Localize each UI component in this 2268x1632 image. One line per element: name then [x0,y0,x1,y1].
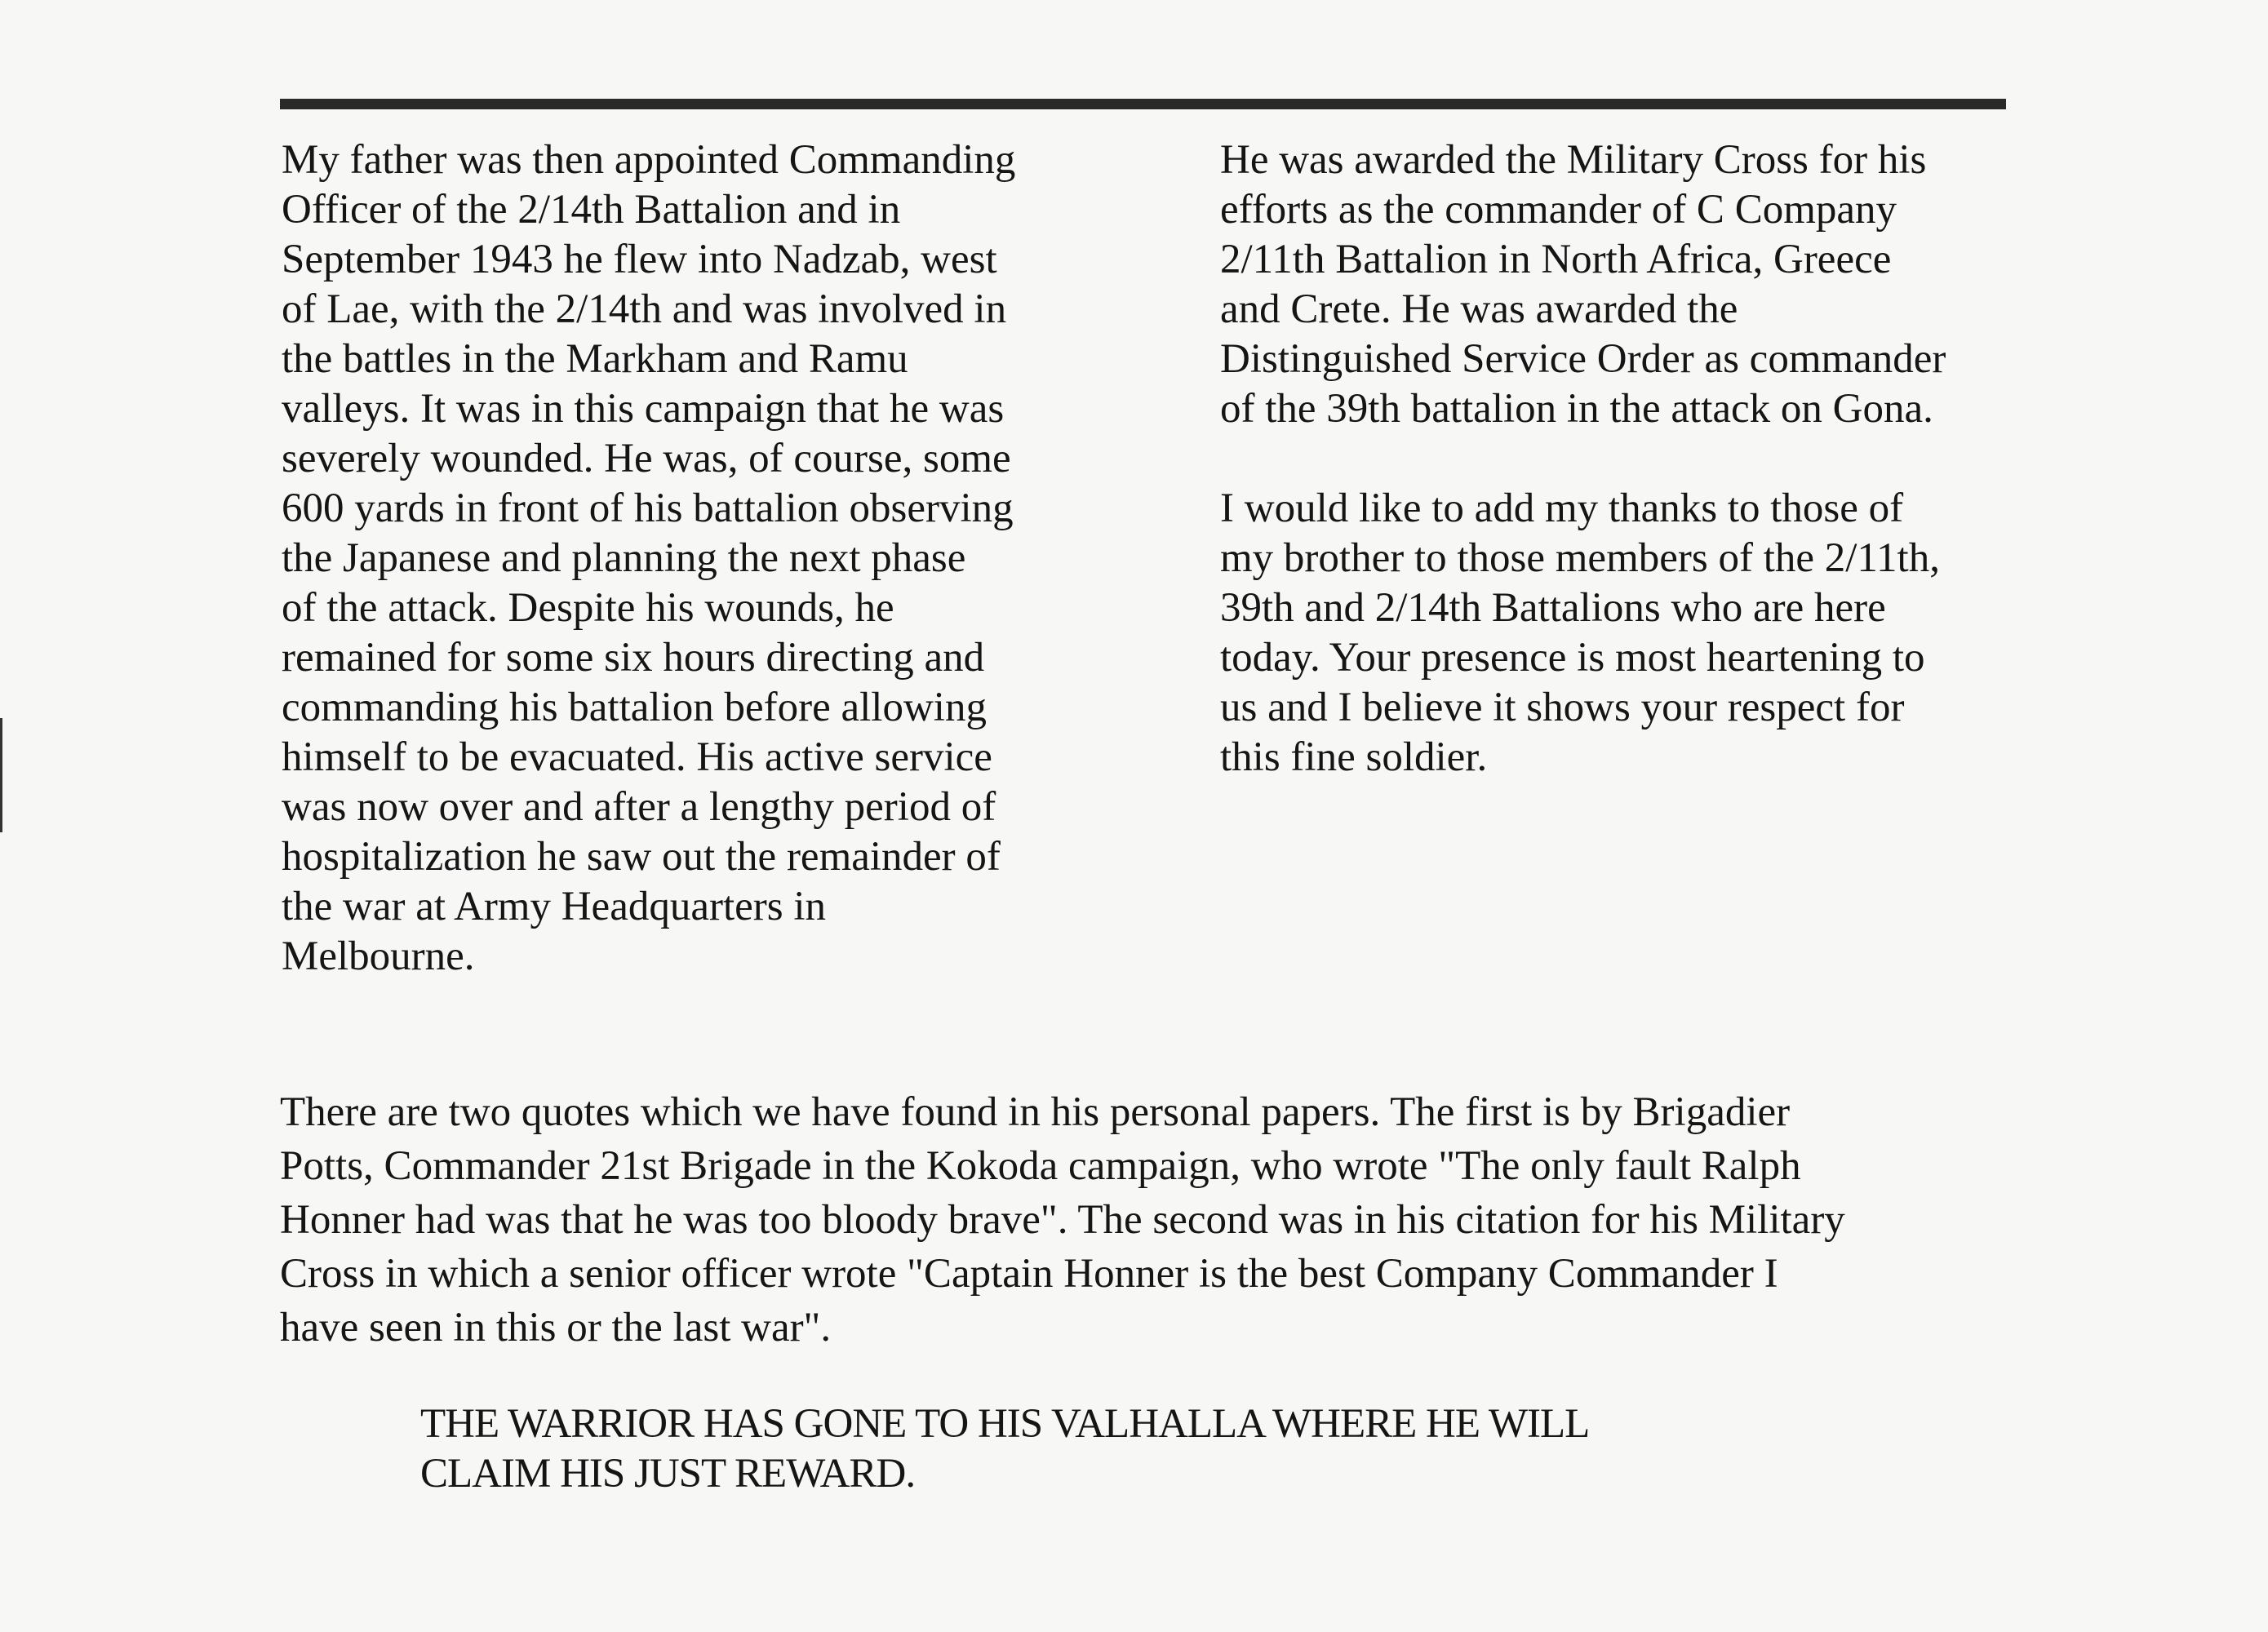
text-line: himself to be evacuated. His active service [282,734,992,780]
text-line: remained for some six hours directing and [282,635,985,681]
text-line: severely wounded. He was, of course, some [282,436,1011,481]
text-line: Cross in which a senior officer wrote "Captain Honner is the best Company Commander I [280,1251,1778,1297]
text-line: us and I believe it shows your respect for [1220,685,1905,730]
text-line: of Lae, with the 2/14th and was involved in [282,286,1007,332]
text-line: have seen in this or the last war". [280,1305,832,1350]
text-line: was now over and after a lengthy period of [282,784,996,830]
text-line: of the 39th battalion in the attack on Gona. [1220,386,1933,432]
text-line: the Japanese and planning the next phase [282,535,966,581]
left-column [282,135,1163,982]
text-line: 39th and 2/14th Battalions who are here [1220,585,1886,631]
scan-edge-mark [0,718,2,832]
paragraph-gap [1220,434,2102,484]
text-line: the battles in the Markham and Ramu [282,336,908,382]
quotes-paragraph [280,1085,2075,1355]
text-line: Potts, Commander 21st Brigade in the Kokoda campaign, who wrote "The only fault Ralph [280,1143,1801,1189]
closing-statement [420,1399,2053,1499]
text-line: THE WARRIOR HAS GONE TO HIS VALHALLA WHERE HE WILL [420,1401,1590,1447]
text-line: commanding his battalion before allowing [282,685,987,730]
text-line: today. Your presence is most heartening to [1220,635,1925,681]
text-line: my brother to those members of the 2/11th, [1220,535,1940,581]
text-line: Officer of the 2/14th Battalion and in [282,187,901,233]
text-line: of the attack. Despite his wounds, he [282,585,894,631]
text-line: 600 yards in front of his battalion observing [282,486,1014,531]
text-line: efforts as the commander of C Company [1220,187,1897,233]
text-line: September 1943 he flew into Nadzab, west [282,237,997,282]
text-line: There are two quotes which we have found in his personal papers. The first is by Brigadier [280,1089,1791,1135]
text-line: the war at Army Headquarters in [282,884,827,929]
right-column [1220,135,2102,783]
text-line: this fine soldier. [1220,734,1488,780]
text-line: 2/11th Battalion in North Africa, Greece [1220,237,1892,282]
text-line: and Crete. He was awarded the [1220,286,1738,332]
text-line: Honner had was that he was too bloody brave". The second was in his citation for his Military [280,1197,1845,1243]
text-line: He was awarded the Military Cross for his [1220,137,1927,183]
text-line: I would like to add my thanks to those of [1220,486,1904,531]
text-line: valleys. It was in this campaign that he was [282,386,1005,432]
text-line: My father was then appointed Commanding [282,137,1016,183]
text-line: Distinguished Service Order as commander [1220,336,1946,382]
top-rule [280,99,2006,109]
text-line: Melbourne. [282,934,475,979]
text-line: CLAIM HIS JUST REWARD. [420,1451,916,1497]
text-line: hospitalization he saw out the remainder of [282,834,1001,880]
